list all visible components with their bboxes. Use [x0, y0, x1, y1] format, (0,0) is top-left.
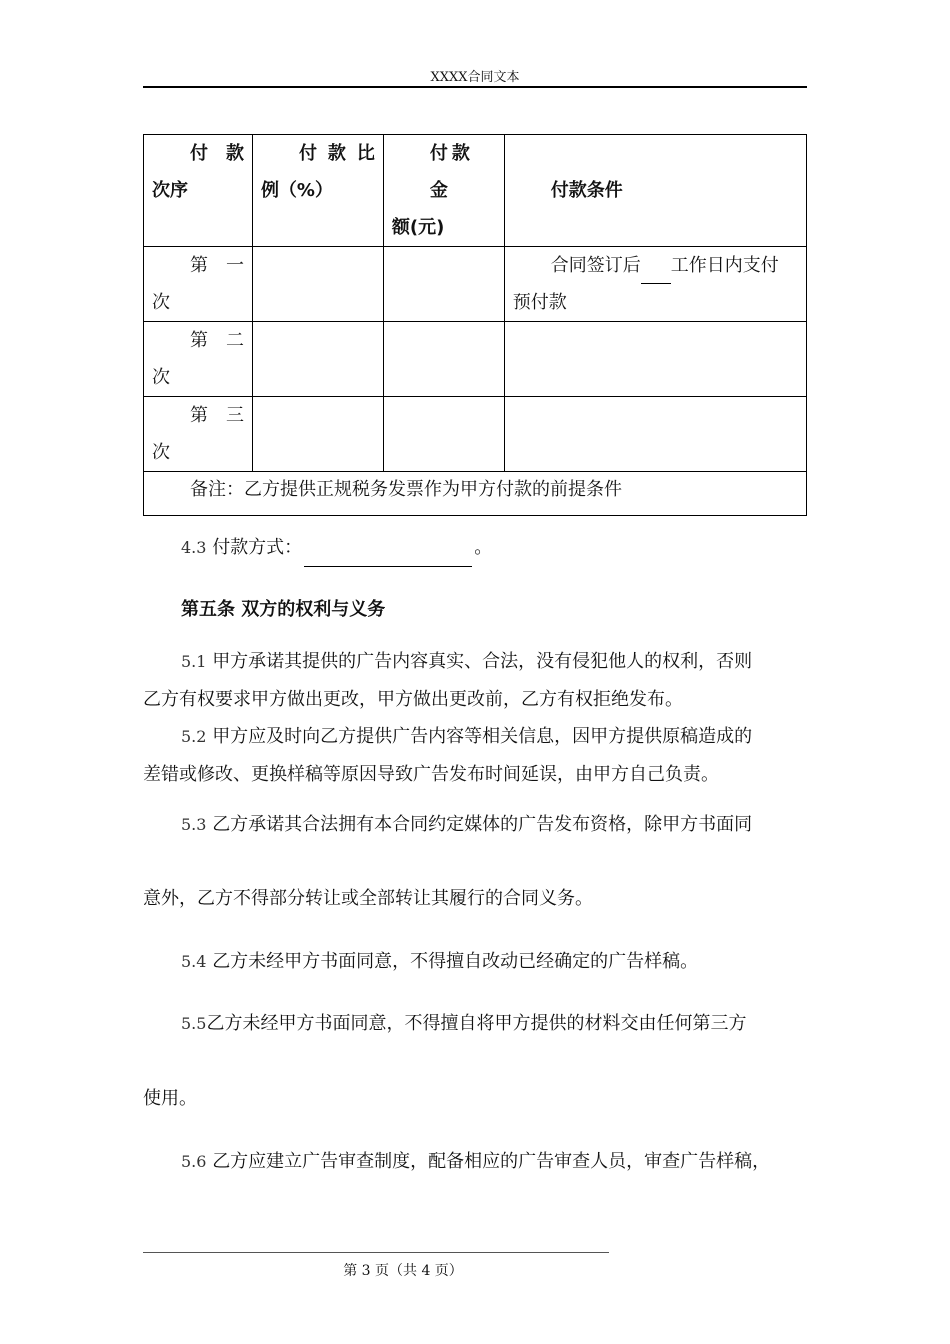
article-5-title: 第五条 双方的权利与义务 [181, 599, 386, 620]
clause-text: 乙方承诺其合法拥有本合同约定媒体的广告发布资格，除甲方书面同 [212, 814, 753, 835]
clause-5-2 [143, 718, 807, 794]
row-amount-cell [383, 247, 504, 322]
clause-number: 5.5 [181, 1014, 207, 1033]
row-ratio-cell [252, 397, 383, 472]
table-row [144, 247, 807, 322]
row-amount-cell [383, 397, 504, 472]
row-ordinal-cell [144, 397, 253, 472]
header-text: 付款金 [429, 143, 474, 201]
clause-text: 。 [474, 537, 493, 558]
clause-text: 乙方未经甲方书面同意，不得擅自将甲方提供的材料交由任何第三方 [206, 1013, 747, 1034]
clause-number: 5.2 [181, 727, 207, 746]
ordinal-text: 次 [152, 367, 170, 388]
clause-4-3 [143, 529, 845, 567]
clause-number: 5.4 [181, 952, 207, 971]
clause-text: 付款方式： [212, 537, 303, 558]
clause-5-6 [143, 1143, 845, 1181]
page-footer [143, 1260, 663, 1280]
header-text: 款 [327, 143, 346, 164]
header-text: 例（%） [260, 180, 333, 201]
clause-5-5-cont: 使用。 [143, 1088, 197, 1109]
row-ordinal-cell [144, 247, 253, 322]
ordinal-text: 二 [225, 330, 244, 351]
header-cell-ratio [252, 135, 383, 247]
page-number: 第 3 页（共 4 页） [343, 1263, 463, 1279]
clause-5-1 [143, 643, 807, 719]
clause-text: 乙方未经甲方书面同意，不得擅自改动已经确定的广告样稿。 [212, 951, 699, 972]
table-remark-row [144, 472, 807, 516]
header-text: 次序 [152, 180, 188, 201]
ordinal-text: 一 [225, 255, 244, 276]
ordinal-text: 三 [225, 405, 244, 426]
clause-5-3-cont: 意外，乙方不得部分转让或全部转让其履行的合同义务。 [143, 888, 593, 909]
condition-text: 预付款 [512, 292, 567, 313]
row-ratio-cell [252, 322, 383, 397]
header-text: 付 [190, 143, 208, 164]
header-text: 比 [356, 143, 375, 164]
ordinal-text: 第 [190, 405, 208, 426]
header-text: 付款条件 [550, 180, 623, 201]
clause-number: 5.6 [181, 1152, 207, 1171]
header-text: 额(元) [391, 217, 445, 238]
ordinal-text: 次 [152, 292, 170, 313]
table-row [144, 322, 807, 397]
clause-number: 4.3 [181, 538, 207, 557]
remark-cell: 备注：乙方提供正规税务发票作为甲方付款的前提条件 [144, 472, 807, 516]
header-cell-amount [383, 135, 504, 247]
footer-divider [143, 1252, 609, 1253]
clause-text: 差错或修改、更换样稿等原因导致广告发布时间延误，由甲方自己负责。 [143, 764, 719, 785]
clause-number: 5.3 [181, 815, 207, 834]
clause-5-4 [143, 943, 845, 981]
row-ratio-cell [252, 247, 383, 322]
ordinal-text: 第 [190, 330, 208, 351]
fill-blank [641, 265, 671, 284]
row-ordinal-cell [144, 322, 253, 397]
header-title: XXXX合同文本 [430, 70, 520, 85]
header-text: 付 [298, 143, 317, 164]
row-amount-cell [383, 322, 504, 397]
clause-text: 甲方应及时向乙方提供广告内容等相关信息，因甲方提供原稿造成的 [212, 726, 753, 747]
clause-text: 甲方承诺其提供的广告内容真实、合法，没有侵犯他人的权利，否则 [212, 651, 753, 672]
payment-table [143, 134, 807, 516]
clause-5-3 [143, 806, 845, 844]
row-condition-cell [504, 322, 806, 397]
payment-method-blank [304, 548, 472, 567]
header-cell-condition [504, 135, 806, 247]
ordinal-text: 第 [190, 255, 208, 276]
table-header-row [144, 135, 807, 247]
condition-text: 合同签订后 [550, 255, 641, 276]
header-cell-order [144, 135, 253, 247]
clause-5-5 [143, 1005, 845, 1043]
clause-text: 乙方有权要求甲方做出更改，甲方做出更改前，乙方有权拒绝发布。 [143, 689, 683, 710]
page-header [143, 66, 807, 88]
table-row [144, 397, 807, 472]
header-text: 款 [225, 143, 244, 164]
row-condition-cell [504, 397, 806, 472]
clause-number: 5.1 [181, 652, 207, 671]
ordinal-text: 次 [152, 442, 170, 463]
condition-text: 工作日内支付 [670, 255, 779, 276]
clause-text: 乙方应建立广告审查制度，配备相应的广告审查人员，审查广告样稿， [212, 1151, 771, 1172]
row-condition-cell [504, 247, 806, 322]
